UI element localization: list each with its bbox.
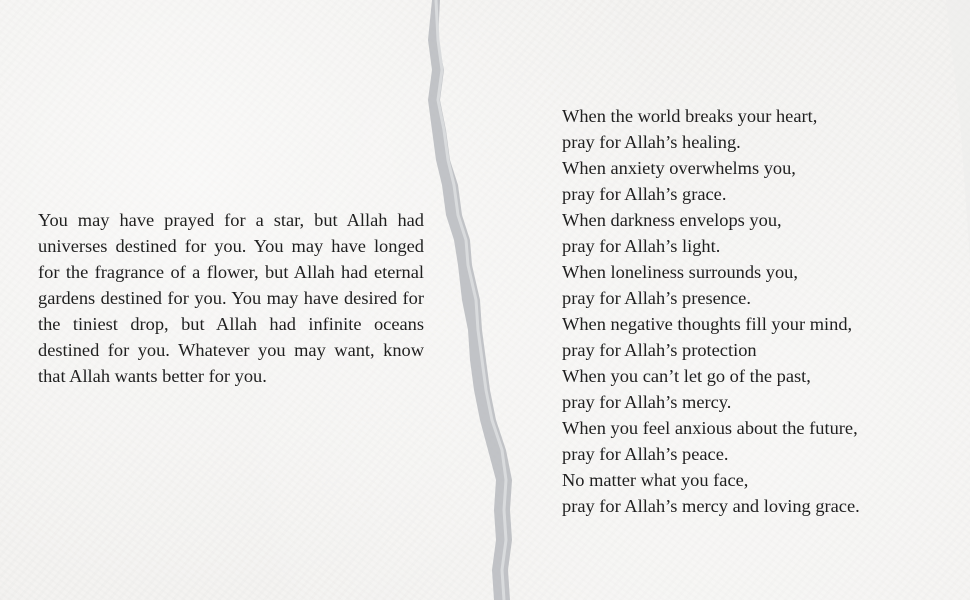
poem-line: pray for Allah’s mercy and loving grace. bbox=[562, 496, 860, 516]
right-edge-curl bbox=[930, 0, 970, 260]
poem bbox=[562, 103, 922, 519]
poem-line: pray for Allah’s protection bbox=[562, 340, 757, 360]
poem-line: When you feel anxious about the future, bbox=[562, 418, 858, 438]
poem-line: pray for Allah’s mercy. bbox=[562, 392, 732, 412]
poem-line: When loneliness surrounds you, bbox=[562, 262, 798, 282]
poem-line: When negative thoughts fill your mind, bbox=[562, 314, 853, 334]
poem-line: When you can’t let go of the past, bbox=[562, 366, 811, 386]
poem-line: pray for Allah’s grace. bbox=[562, 184, 727, 204]
left-paragraph: You may have prayed for a star, but Allah had universes destined for you. You may have longed for the fragrance of a flower, but Allah had eternal gardens destined for you. You may have desired for the tiniest drop, but Allah had infinite oceans destined for you. Whatever you may want, know that Allah wants better for you. bbox=[38, 210, 424, 386]
poem-line: When darkness envelops you, bbox=[562, 210, 782, 230]
poem-line: pray for Allah’s light. bbox=[562, 236, 721, 256]
poem-line: pray for Allah’s presence. bbox=[562, 288, 751, 308]
poem-line: pray for Allah’s peace. bbox=[562, 444, 729, 464]
poem-line: No matter what you face, bbox=[562, 470, 749, 490]
poem-line: When the world breaks your heart, bbox=[562, 106, 818, 126]
poem-line: When anxiety overwhelms you, bbox=[562, 158, 796, 178]
poem-line: pray for Allah’s healing. bbox=[562, 132, 741, 152]
